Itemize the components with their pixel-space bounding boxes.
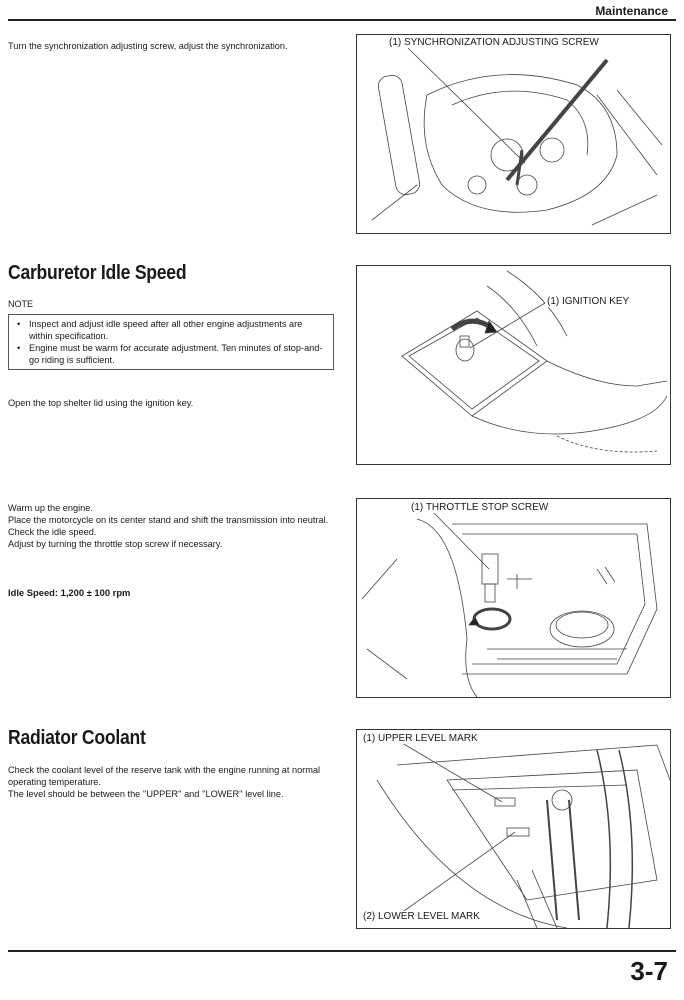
open-lid-paragraph	[8, 397, 334, 409]
idle-steps	[8, 502, 334, 550]
sync-figure	[356, 34, 671, 234]
sync-paragraph	[8, 40, 334, 52]
coolant-text-2: The level should be between the ''UPPER'' and ''LOWER'' level line.	[8, 789, 284, 799]
header-rule	[8, 19, 676, 21]
lower-level-label: (2) LOWER LEVEL MARK	[363, 911, 480, 922]
coolant-figure	[356, 729, 671, 929]
throttle-illustration	[357, 499, 670, 697]
idle-heading: Carburetor Idle Speed	[8, 262, 187, 284]
ignition-figure	[356, 265, 671, 465]
coolant-illustration	[357, 730, 670, 928]
note-item: • Engine must be warm for accurate adjustment. Ten minutes of stop-and-go riding is sufficient.	[15, 342, 327, 366]
upper-level-label: (1) UPPER LEVEL MARK	[363, 733, 478, 744]
idle-step: Adjust by turning the throttle stop screw if necessary.	[8, 539, 223, 549]
open-lid-text: Open the top shelter lid using the ignition key.	[8, 398, 194, 408]
idle-step: Place the motorcycle on its center stand and shift the transmission into neutral.	[8, 515, 329, 525]
note-box	[8, 314, 334, 370]
note-label: NOTE	[8, 299, 34, 309]
note-item: • Inspect and adjust idle speed after all other engine adjustments are within specification.	[15, 318, 327, 342]
throttle-figure-label: (1) THROTTLE STOP SCREW	[411, 502, 549, 513]
page-number: 3-7	[630, 956, 668, 986]
sync-figure-label: (1) SYNCHRONIZATION ADJUSTING SCREW	[389, 37, 599, 48]
ignition-figure-label: (1) IGNITION KEY	[547, 296, 630, 307]
throttle-figure	[356, 498, 671, 698]
sync-text: Turn the synchronization adjusting screw, adjust the synchronization.	[8, 41, 288, 51]
footer-rule	[8, 950, 676, 952]
coolant-text: Check the coolant level of the reserve tank with the engine running at normal operating temperature.	[8, 765, 321, 787]
section-title: Maintenance	[595, 4, 668, 18]
idle-step: Warm up the engine.	[8, 503, 93, 513]
idle-speed-spec: Idle Speed: 1,200 ± 100 rpm	[8, 587, 131, 598]
sync-illustration	[357, 35, 670, 233]
coolant-paragraph	[8, 764, 334, 800]
idle-step: Check the idle speed.	[8, 527, 97, 537]
coolant-heading: Radiator Coolant	[8, 727, 146, 749]
